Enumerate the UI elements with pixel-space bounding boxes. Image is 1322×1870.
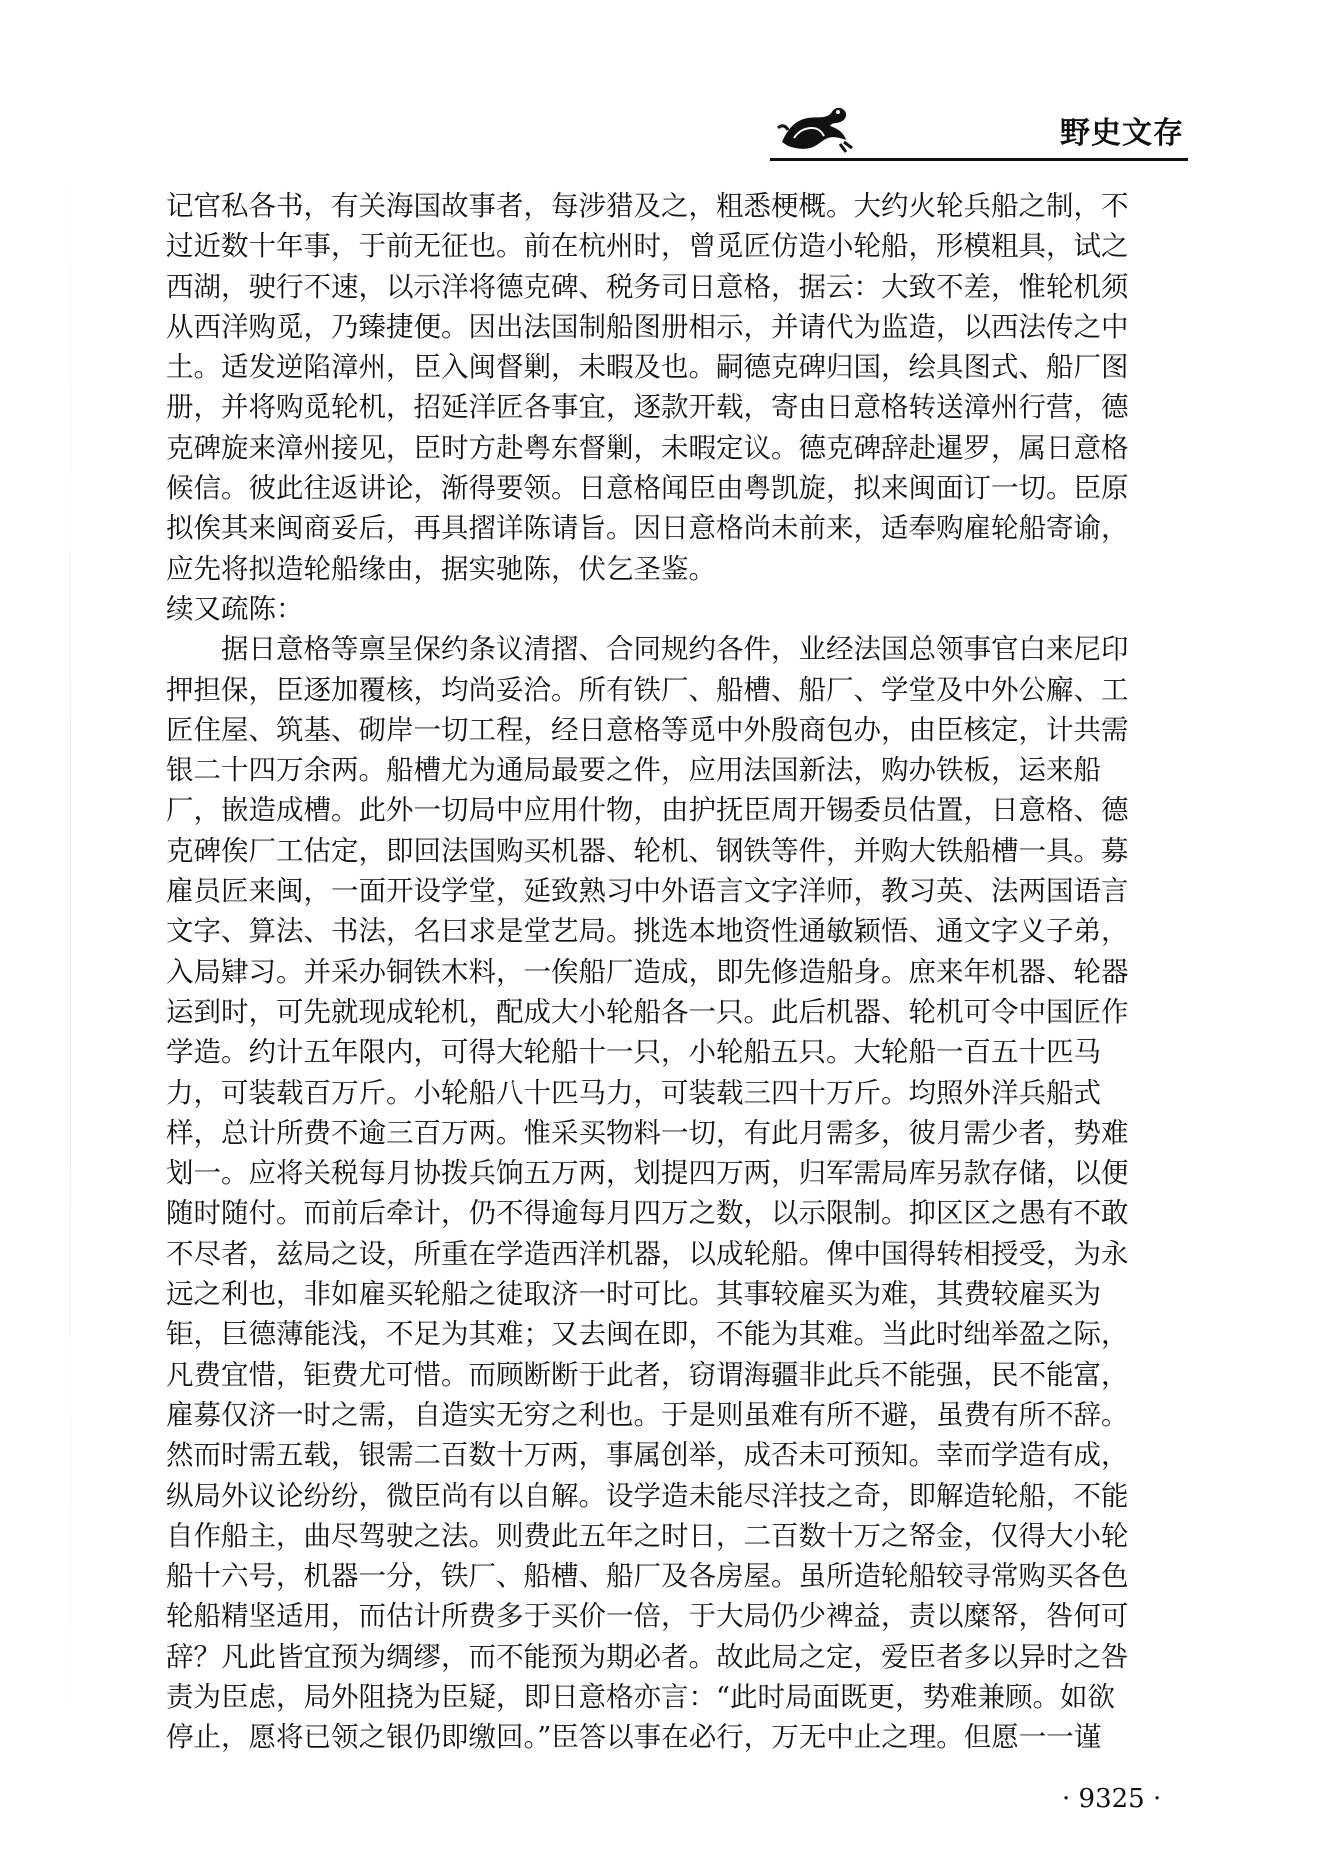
text-line: 册，并将购觅轮机，招延洋匠各事宜，逐款开载，寄由日意格转送漳州行营，德 [166,391,1129,424]
text-line: 厂，嵌造成槽。此外一切局中应用什物，由护抚臣周开锡委员估置，日意格、德 [166,794,1129,827]
text-line: 入局肄习。并采办铜铁木料，一俟船厂造成，即先修造船身。庶来年机器、轮器 [166,955,1129,988]
text-line: 拟俟其来闽商妥后，再具摺详陈请旨。因日意格尚未前来，适奉购雇轮船寄谕， [166,512,1129,545]
text-line: 银二十四万余两。船槽尤为通局最要之件，应用法国新法，购办铁板，运来船 [166,754,1101,787]
header-title: 野史文存 [1060,116,1184,151]
text-line: 押担保，臣逐加覆核，均尚妥洽。所有铁厂、船槽、船厂、学堂及中外公廨、工 [166,673,1129,706]
text-line: 克碑旋来漳州接见，臣时方赴粤东督剿，未暇定议。德克碑辞赴暹罗，属日意格 [166,431,1129,464]
text-line: 远之利也，非如雇买轮船之徒取济一时可比。其事较雇买为难，其费较雇买为 [166,1278,1101,1311]
body-text [166,186,1166,1798]
text-line: 雇募仅济一时之需，自造实无穷之利也。于是则虽难有所不避，虽费有所不辞。 [166,1398,1129,1431]
text-line: 然而时需五载，银需二百数十万两，事属创举，成否未可预知。幸而学造有成， [166,1439,1129,1472]
text-line: 运到时，可先就现成轮机，配成大小轮船各一只。此后机器、轮机可令中国匠作 [166,995,1129,1028]
page-number: · 9325 · [1062,1784,1162,1814]
text-line: 候信。彼此往返讲论，渐得要领。日意格闻臣由粤凯旋，拟来闽面订一切。臣原 [166,472,1129,505]
page-header [770,92,1190,172]
text-line: 克碑俟厂工估定，即回法国购买机器、轮机、钢铁等件，并购大铁船槽一具。募 [166,834,1129,867]
text-line [166,1758,1166,1798]
text-line: 西湖，驶行不速，以示洋将德克碑、税务司日意格，据云：大致不差，惟轮机须 [166,270,1129,303]
text-line: 从西洋购觅，乃臻捷便。因出法国制船图册相示，并请代为监造，以西法传之中 [166,310,1129,343]
text-line: 凡费宜惜，钜费尤可惜。而顾断断于此者，窃谓海疆非此兵不能强，民不能富， [166,1358,1129,1391]
section-heading: 续又疏陈： [166,592,304,625]
text-line: 划一。应将关税每月协拨兵饷五万两，划提四万两，归军需局库另款存储，以便 [166,1157,1129,1190]
scan-margin-shadow [70,120,71,1770]
text-line: 随时随付。而前后牵计，仍不得逾每月四万之数，以示限制。抑区区之愚有不敢 [166,1197,1129,1230]
text-line: 轮船精坚适用，而估计所费多于买价一倍，于大局仍少裨益，责以糜帑，咎何可 [166,1600,1129,1633]
text-line: 土。适发逆陷漳州，臣入闽督剿，未暇及也。嗣德克碑归国，绘具图式、船厂图 [166,351,1129,384]
text-line: 应先将拟造轮船缘由，据实驰陈，伏乞圣鉴。 [166,552,716,585]
text-line: 过近数十年事，于前无征也。前在杭州时，曾觅匠仿造小轮船，形模粗具，试之 [166,230,1129,263]
text-line: 样，总计所费不逾三百万两。惟采买物料一切，有此月需多，彼月需少者，势难 [166,1116,1129,1149]
text-line: 学造。约计五年限内，可得大轮船十一只，小轮船五只。大轮船一百五十匹马 [166,1036,1101,1069]
text-line: 停止，愿将已领之银仍即缴回。”臣答以事在必行，万无中止之理。但愿一一谨 [166,1721,1102,1754]
text-line: 船十六号，机器一分，铁厂、船槽、船厂及各房屋。虽所造轮船较寻常购买各色 [166,1560,1129,1593]
text-line: 不尽者，兹局之设，所重在学造西洋机器，以成轮船。俾中国得转相授受，为永 [166,1237,1129,1270]
text-line: 辞？凡此皆宜预为绸缪，而不能预为期必者。故此局之定，爱臣者多以异时之咎 [166,1640,1129,1673]
text-line: 责为臣虑，局外阻挠为臣疑，即日意格亦言：“此时局面既更，势难兼顾。如欲 [166,1680,1116,1713]
text-line: 匠住屋、筑基、砌岸一切工程，经日意格等觅中外殷商包办，由臣核定，计共需 [166,713,1129,746]
text-line: 力，可装载百万斤。小轮船八十匹马力，可装载三四十万斤。均照外洋兵船式 [166,1076,1101,1109]
text-line: 记官私各书，有关海国故事者，每涉猎及之，粗悉梗概。大约火轮兵船之制，不 [166,190,1129,222]
text-line: 雇员匠来闽，一面开设学堂，延致熟习中外语言文字洋师，教习英、法两国语言 [166,875,1129,908]
text-line: 文字、算法、书法，名曰求是堂艺局。挑选本地资性通敏颖悟、通文字义子弟， [166,915,1129,948]
text-line: 据日意格等禀呈保约条议清摺、合同规约各件，业经法国总领事官白来尼印 [221,633,1129,666]
text-line: 自作船主，曲尽驾驶之法。则费此五年之时日，二百数十万之帑金，仅得大小轮 [166,1519,1129,1552]
text-line: 纵局外议论纷纷，微臣尚有以自解。设学造未能尽洋技之奇，即解造轮船，不能 [166,1479,1129,1512]
dragon-icon [774,98,854,154]
text-line: 钜，巨德薄能浅，不足为其难；又去闽在即，不能为其难。当此时绌举盈之际， [166,1318,1129,1351]
header-rule [770,158,1188,161]
